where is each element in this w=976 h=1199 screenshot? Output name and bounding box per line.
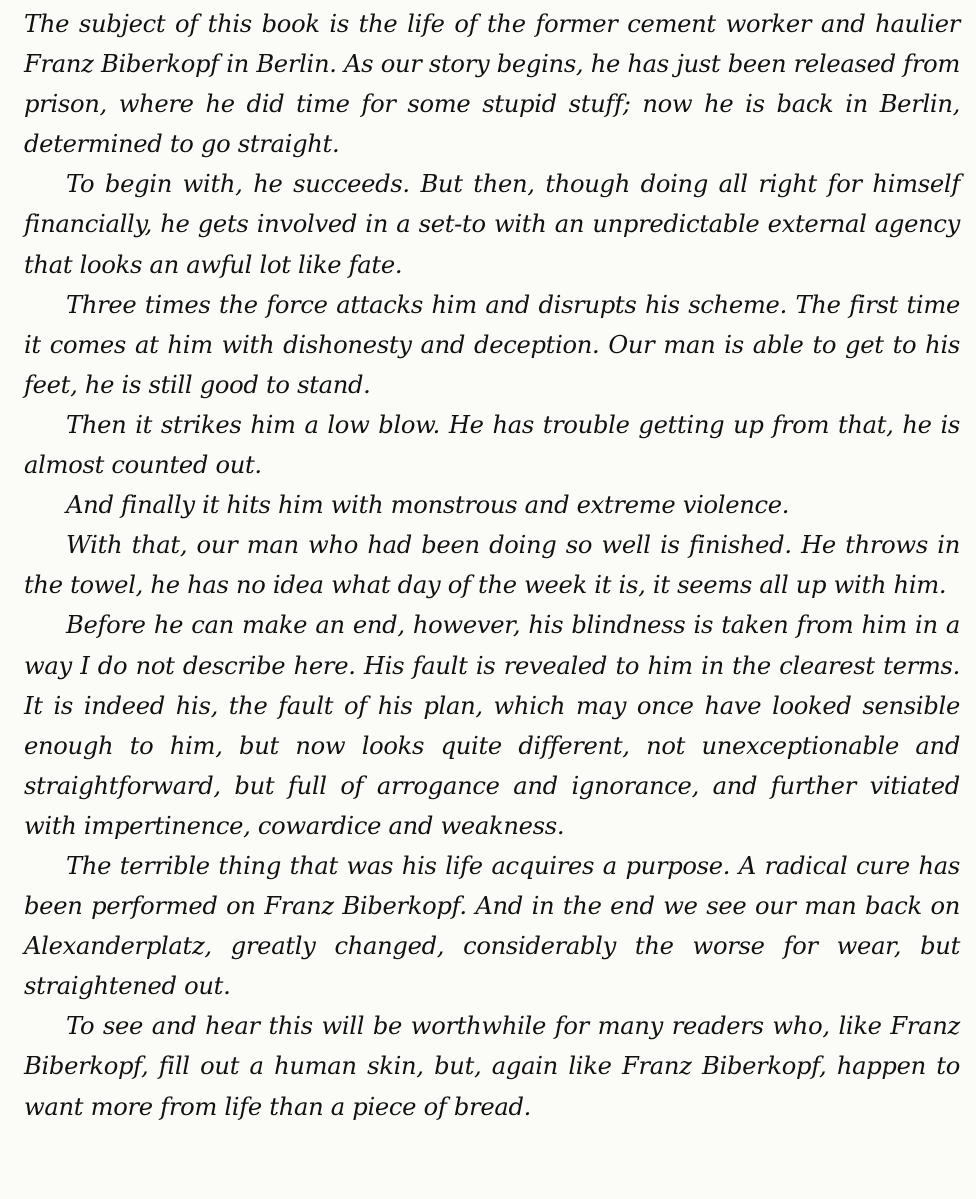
paragraph-9: To see and hear this will be worthwhile for many readers who, like Franz Biberkopf, fill out a human skin, but, again like Franz Biberkopf, happen to want more from life than a piece of bread.	[24, 1012, 960, 1121]
paragraph-2: To begin with, he succeeds. But then, though doing all right for himself financially, he gets involved in a set-to with an unpredictable external agency that looks an awful lot like fate.	[24, 170, 960, 279]
paragraph-3: Three times the force attacks him and disrupts his scheme. The first time it comes at him with dishonesty and deception. Our man is able to get to his feet, he is still good to stand.	[24, 290, 960, 399]
paragraph-7: Before he can make an end, however, his blindness is taken from him in a way I do not describe here. His fault is revealed to him in the clearest terms. It is indeed his, the fault of his plan, which may once have looked sensible enough to him, but now looks quite different, not unexceptionable and straightforward, but full of arrogance and ignorance, and further vitiated with impertinence, cowardice and weakness.	[24, 611, 960, 840]
paragraph-4: Then it strikes him a low blow. He has trouble getting up from that, he is almost counted out.	[24, 410, 960, 480]
paragraph-8: The terrible thing that was his life acquires a purpose. A radical cure has been performed on Franz Biberkopf. And in the end we see our man back on Alexanderplatz, greatly changed, considerably the worse for wear, but straightened out.	[24, 851, 960, 1001]
body-text	[24, 4, 960, 1127]
paragraph-1: The subject of this book is the life of the former cement worker and haulier Franz Biberkopf in Berlin. As our story begins, he has just been released from prison, where he did time for some stupid stuff; now he is back in Berlin, determined to go straight.	[24, 10, 960, 159]
paragraph-6: With that, our man who had been doing so well is finished. He throws in the towel, he has no idea what day of the week it is, it seems all up with him.	[24, 531, 960, 600]
paragraph-5: And finally it hits him with monstrous and extreme violence.	[66, 491, 790, 520]
